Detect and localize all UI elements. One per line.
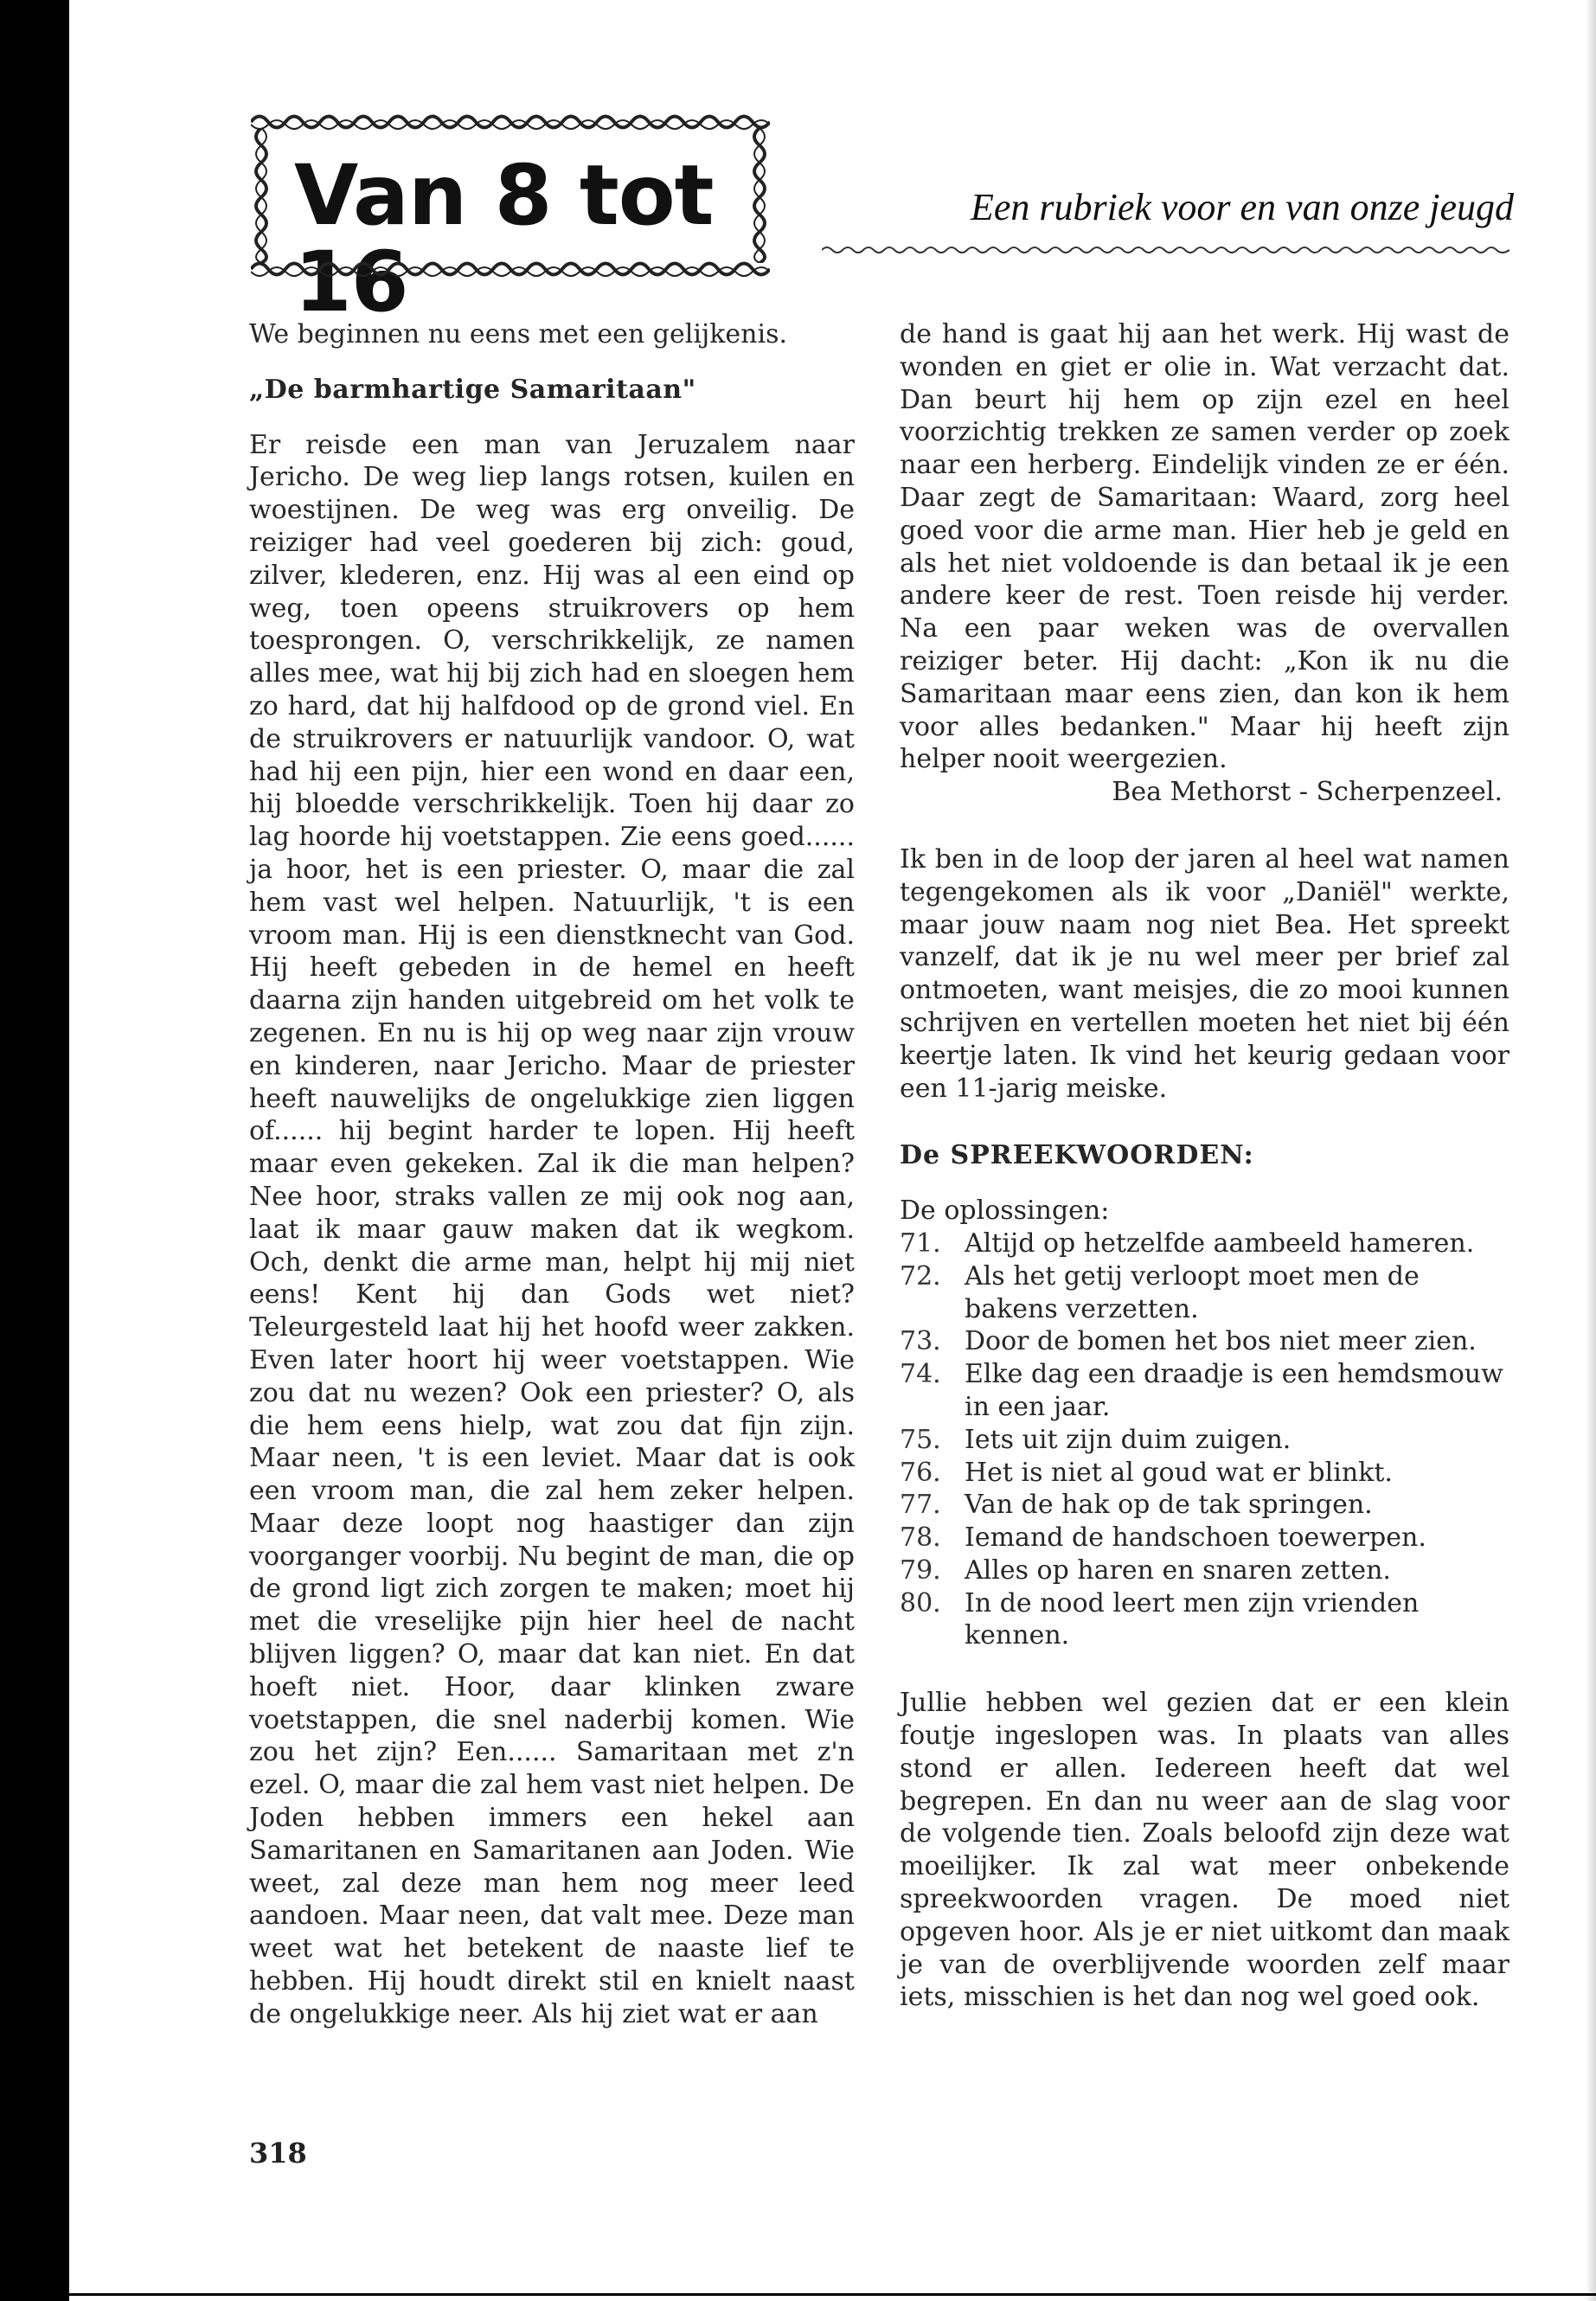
- answer-text: Door de bomen het bos niet meer zien.: [965, 1326, 1477, 1357]
- answer-number: 71.: [900, 1227, 941, 1259]
- answer-text: Alles op haren en snaren zetten.: [965, 1554, 1391, 1586]
- answer-number: 80.: [900, 1587, 941, 1618]
- masthead-top-border-ornament: [251, 111, 770, 133]
- right-column: [900, 318, 1509, 2014]
- masthead-left-border-ornament: [251, 128, 272, 263]
- answer-number: 73.: [900, 1326, 941, 1357]
- answer-text: Iemand de handschoen toewerpen.: [965, 1522, 1426, 1554]
- scan-edge-shadow: [0, 0, 69, 2301]
- scan-right-edge: [1586, 0, 1596, 2301]
- masthead-box: [251, 111, 770, 330]
- answer-number: 77.: [900, 1490, 941, 1521]
- section-heading-proverbs: De SPREEKWOORDEN:: [900, 1140, 1254, 1171]
- page-number: 318: [249, 2137, 307, 2170]
- answer-item: [900, 1554, 1509, 1587]
- subtitle-underline-ornament: [822, 244, 1509, 256]
- masthead-right-border-ornament: [749, 128, 770, 263]
- story-text: Er reisde een man van Jeruzalem naar Jericho. De weg liep langs rotsen, kuilen en woestijnen. De weg was erg onveilig. De reiziger had veel goederen bij zich: goud, zilver, klederen, enz. Hij was al een eind op weg, toen opeens struikrovers op hem toesprongen. O, verschrikkelijk, ze namen alles mee, wat hij bij zich had en sloegen hem zo hard, dat hij halfdood op de grond viel. En de struikrovers er natuurlijk vandoor. O, wat had hij een pijn, hier een wond en daar een, hij bloedde verschrikkelijk. Toen hij daar zo lag hoorde hij voetstappen. Zie eens goed...... ja hoor, het is een priester. O, maar die zal hem vast wel helpen. Natuurlijk, 't is een vroom man. Hij is een dienstknecht van God. Hij heeft gebeden in de hemel en heeft daarna zijn handen uitgebreid om het volk te zegenen. En nu is hij op weg naar zijn vrouw en kinderen, naar Jericho. Maar de priester heeft nauwelijks de ongelukkige zien liggen of...... hij begint harder te lopen. Hij heeft maar even gekeken. Zal ik die man helpen? Nee hoor, straks vallen ze mij ook nog aan, laat ik maar gauw maken dat ik wegkom. Och, denkt die arme man, helpt hij mij niet eens! Kent hij dan Gods wet niet? Teleurgesteld laat hij het hoofd weer zakken. Even later hoort hij weer voetstappen. Wie zou dat nu wezen? Ook een priester? O, als die hem eens hielp, wat zou dat fijn zijn. Maar neen, 't is een leviet. Maar dat is ook een vroom man, die zal hem zeker helpen. Maar deze loopt nog haastiger dan zijn voorganger voorbij. Nu begint de man, die op de grond ligt zich zorgen te maken; moet hij met die vreselijke pijn hier heel de nacht blijven liggen? O, maar dat kan niet. En dat hoeft niet. Hoor, daar klinken zware voetstappen, die snel naderbij komen. Wie zou het zijn? Een...... Samaritaan met z'n ezel. O, maar die zal hem vast niet helpen. De Joden hebben immers een hekel aan Samaritanen en Samaritanen aan Joden. Wie weet, zal deze man hem nog meer leed aandoen. Maar neen, dat valt mee. Deze man weet wat het betekent de naaste lief te hebben. Hij houdt direkt stil en knielt naast de ongelukkige neer. Als hij ziet wat er aan: [249, 429, 855, 2029]
- answer-text: Van de hak op de tak springen.: [965, 1490, 1373, 1521]
- left-column: [249, 318, 855, 2031]
- answer-number: 75.: [900, 1424, 941, 1455]
- answers-list: [900, 1227, 1509, 1652]
- answer-text: Altijd op hetzelfde aambeeld hameren.: [965, 1227, 1475, 1259]
- story-title: „De barmhartige Samaritaan": [249, 374, 696, 405]
- answer-number: 78.: [900, 1522, 941, 1554]
- answer-item: [900, 1325, 1509, 1358]
- story-author: Bea Methorst - Scherpenzeel.: [1112, 777, 1503, 808]
- answer-item: [900, 1358, 1509, 1424]
- answer-number: 74.: [900, 1359, 941, 1390]
- masthead-subtitle: Een rubriek voor en van onze jeugd: [970, 186, 1514, 228]
- answer-item: [900, 1424, 1509, 1457]
- intro-line: We beginnen nu eens met een gelijkenis.: [249, 319, 788, 349]
- masthead-bottom-border-ornament: [251, 258, 770, 280]
- answer-text: Iets uit zijn duim zuigen.: [965, 1424, 1292, 1455]
- answer-text: Elke dag een draadje is een hemdsmouw in een jaar.: [965, 1359, 1503, 1422]
- story-continued: de hand is gaat hij aan het werk. Hij wast de wonden en giet er olie in. Wat verzacht dat. Dan beurt hij hem op zijn ezel en heel voorzichtig trekken ze samen verder op zoek naar een herberg. Eindelijk vinden ze er één. Daar zegt de Samaritaan: Waard, zorg heel goed voor die arme man. Hier heb je geld en als het niet voldoende is dan betaal ik je een andere keer de rest. Toen reisde hij verder. Na een paar weken was de overvallen reiziger beter. Hij dacht: „Kon ik nu die Samaritaan maar eens zien, dan kon ik hem voor alles bedanken." Maar hij heeft zijn helper nooit weergezien.: [900, 319, 1509, 775]
- answer-item: [900, 1457, 1509, 1490]
- answer-number: 72.: [900, 1260, 941, 1292]
- answer-item: [900, 1227, 1509, 1260]
- editor-reply: Ik ben in de loop der jaren al heel wat namen tegengekomen als ik voor „Daniël" werkte, maar jouw naam nog niet Bea. Het spreekt vanzelf, dat ik je nu wel meer per brief zal ontmoeten, want meisjes, die zo mooi kunnen schrijven en vertellen moeten het niet bij één keertje laten. Ik vind het keurig gedaan voor een 11-jarig meiske.: [900, 843, 1509, 1104]
- scan-bottom-edge: [69, 2293, 1596, 2296]
- answer-item: [900, 1587, 1509, 1653]
- answer-number: 76.: [900, 1457, 941, 1488]
- answer-item: [900, 1260, 1509, 1326]
- answer-number: 79.: [900, 1554, 941, 1586]
- answer-item: [900, 1522, 1509, 1554]
- masthead-title: Van 8 tot 16: [294, 147, 714, 330]
- answer-text: Het is niet al goud wat er blinkt.: [965, 1457, 1393, 1488]
- answer-text: In de nood leert men zijn vrienden kennen.: [965, 1587, 1420, 1651]
- solutions-label: De oplossingen:: [900, 1195, 1110, 1227]
- answer-text: Als het getij verloopt moet men de bakens verzetten.: [965, 1260, 1420, 1324]
- answer-item: [900, 1489, 1509, 1522]
- closing-text: Jullie hebben wel gezien dat er een klein foutje ingeslopen was. In plaats van alles stond er allen. Iedereen heeft dat wel begrepen. En dan nu weer aan de slag voor de volgende tien. Zoals beloofd zijn deze wat moeilijker. Ik zal wat meer onbekende spreekwoorden vragen. De moed niet opgeven hoor. Als je er niet uitkomt dan maak je van de overblijvende woorden zelf maar iets, misschien is het dan nog wel goed ook.: [900, 1688, 1509, 2013]
